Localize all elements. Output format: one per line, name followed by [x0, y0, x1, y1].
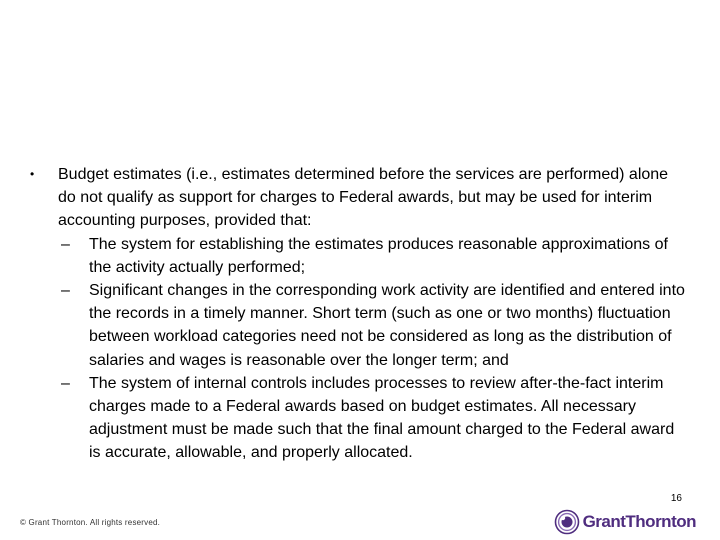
bullet-item [30, 163, 690, 465]
page-number: 16 [670, 493, 682, 504]
footer-copyright: © Grant Thornton. All rights reserved. [20, 518, 161, 527]
sub-bullet-list [58, 233, 690, 465]
logo-text: GrantThornton [582, 512, 696, 531]
sub-bullet-marker: – [61, 282, 70, 300]
sub-bullet-item [58, 233, 689, 279]
grant-thornton-logo [554, 508, 696, 536]
grant-thornton-mark-icon [554, 509, 580, 535]
sub-bullet-text: The system for establishing the estimates produces reasonable approximations of the activity actually performed; [89, 235, 668, 276]
sub-bullet-marker: – [61, 374, 70, 392]
bullet-marker: • [30, 167, 35, 181]
sub-bullet-item [58, 372, 689, 465]
sub-bullet-item [58, 279, 689, 372]
sub-bullet-text: Significant changes in the corresponding work activity are identified and entered into the records in a timely manner. Short term (such as one or two months) fluctuation between workload categories need not be considered as long as the distribution of salaries and wages is reasonable over the longer term; and [89, 282, 685, 369]
sub-bullet-marker: – [61, 235, 70, 253]
slide-content [30, 163, 690, 465]
bullet-text: Budget estimates (i.e., estimates determined before the services are performed) alone do not qualify as support for charges to Federal awards, but may be used for interim accounting purposes, provided that: [58, 166, 669, 230]
sub-bullet-text: The system of internal controls includes processes to review after-the-fact interim charges made to a Federal awards based on budget estimates. All necessary adjustment must be made such that the final amount charged to the Federal award is accurate, allowable, and properly allocated. [89, 374, 675, 462]
